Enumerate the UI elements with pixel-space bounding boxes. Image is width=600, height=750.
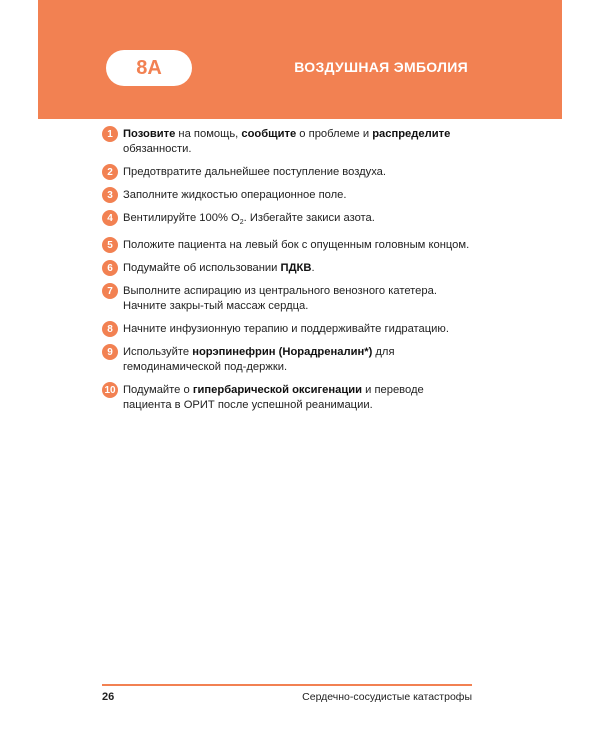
list-item [102, 383, 474, 413]
list-item [102, 238, 474, 253]
step-text-part: Выполните аспирацию из центрального венозного катетера. Начните закры-тый массаж сердца. [123, 285, 437, 313]
list-item [102, 165, 474, 180]
step-text-bold: распределите [372, 128, 451, 140]
step-text-bold: гипербарической оксигенации [192, 384, 362, 397]
step-text [123, 383, 474, 413]
step-text-part: Начните инфузионную терапию и поддерживайте гидратацию. [123, 323, 449, 336]
step-text-part: Положите пациента на левый бок с опущенным головным концом. [123, 239, 470, 252]
step-text [123, 165, 474, 180]
step-text [123, 127, 474, 157]
page-number: 26 [102, 691, 115, 703]
step-text-part: Подумайте о [123, 384, 193, 397]
step-text-part: Используйте [123, 346, 193, 359]
step-text [123, 211, 474, 230]
footer-divider [102, 684, 472, 686]
list-item [102, 345, 474, 375]
step-number-badge: 5 [102, 237, 118, 253]
step-number-badge: 7 [102, 283, 118, 299]
page-title: ВОЗДУШНАЯ ЭМБОЛИЯ [294, 59, 468, 75]
step-text [123, 238, 474, 253]
step-number-badge: 2 [102, 164, 118, 180]
list-item [102, 127, 474, 157]
list-item [102, 322, 474, 337]
steps-list [102, 127, 474, 421]
list-item [102, 261, 474, 276]
step-text-part: и переводе пациента в ОРИТ после успешной реанимации. [123, 384, 424, 412]
step-number-badge: 10 [102, 382, 118, 398]
subscript: 2 [239, 219, 244, 227]
header-banner [38, 0, 562, 119]
step-text-part: о проблеме и [296, 128, 373, 140]
section-badge: 8A [106, 50, 192, 86]
step-text-bold: норэпинефрин (Норадреналин*) [192, 346, 373, 359]
list-item [102, 188, 474, 203]
footer-section-name: Сердечно-сосудистые катастрофы [302, 691, 472, 703]
step-text-part: Вентилируйте 100% O [123, 212, 240, 224]
step-text [123, 261, 474, 276]
step-text-bold: Позовите [123, 128, 176, 140]
step-text [123, 345, 474, 375]
step-text-part: . [311, 262, 315, 275]
step-text-part: для гемодинамической под-держки. [123, 346, 395, 374]
step-text-part: Предотвратите дальнейшее поступление воздуха. [123, 166, 386, 178]
step-number-badge: 4 [102, 210, 118, 226]
step-text [123, 188, 474, 203]
step-number-badge: 9 [102, 344, 118, 360]
step-text [123, 322, 474, 337]
list-item [102, 211, 474, 230]
step-text [123, 284, 474, 314]
step-number-badge: 8 [102, 321, 118, 337]
step-text-part: Заполните жидкостью операционное поле. [123, 189, 347, 201]
step-text-part: Подумайте об использовании [123, 262, 281, 275]
step-text-part: на помощь, [175, 128, 242, 140]
step-text-part: . Избегайте закиси азота. [243, 212, 375, 224]
step-number-badge: 3 [102, 187, 118, 203]
step-text-bold: сообщите [241, 128, 297, 140]
step-text-part: обязанности. [123, 143, 192, 155]
step-text-bold: ПДКВ [280, 262, 312, 275]
step-number-badge: 6 [102, 260, 118, 276]
step-number-badge: 1 [102, 126, 118, 142]
list-item [102, 284, 474, 314]
